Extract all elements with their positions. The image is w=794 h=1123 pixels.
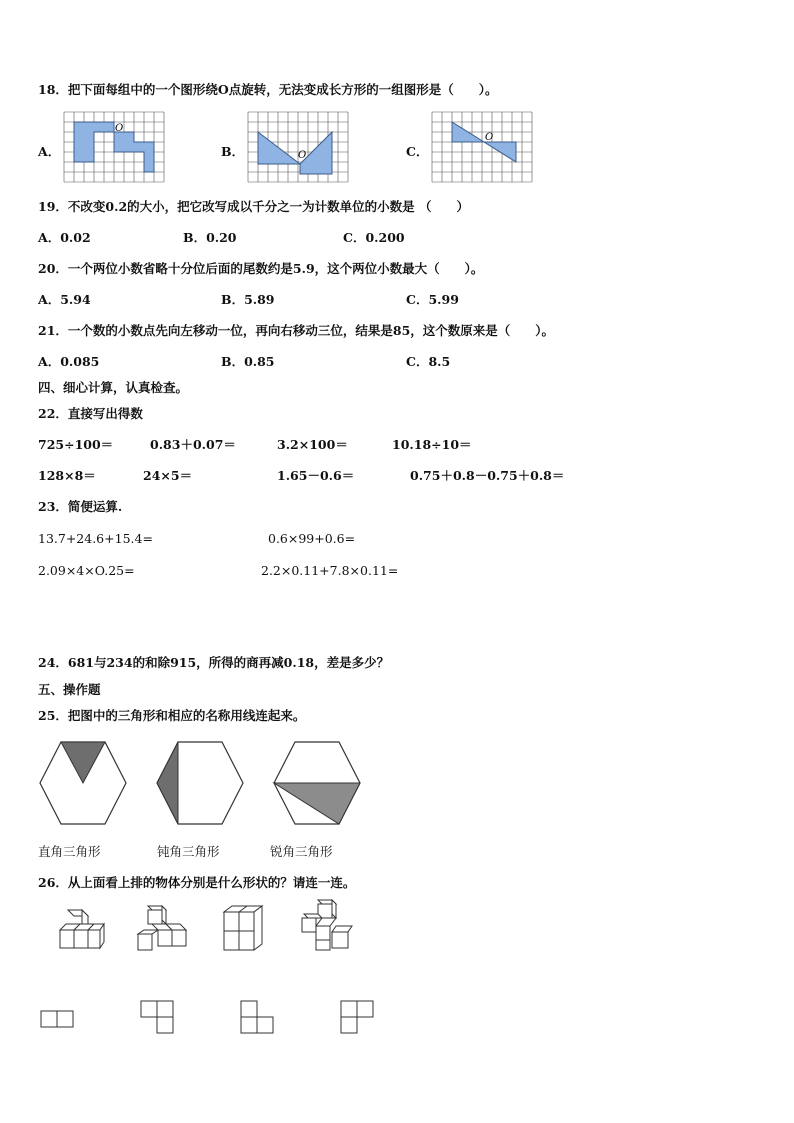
q18-option-b-label[interactable]: B． <box>221 144 245 159</box>
q25-name-3[interactable]: 锐角三角形 <box>270 844 333 859</box>
q20-option-b[interactable]: B．5.89 <box>221 292 275 307</box>
q25-name-1[interactable]: 直角三角形 <box>38 844 101 859</box>
q18-figure-b <box>248 112 352 184</box>
q22-item-7: 1.65－0.6＝ <box>277 468 355 483</box>
section-4-heading: 四、细心计算，认真检查。 <box>38 380 189 395</box>
q21-option-a[interactable]: A．0.085 <box>38 354 100 369</box>
q19-option-b[interactable]: B．0.20 <box>183 230 237 245</box>
q18-figure-c-grid <box>432 112 532 182</box>
q23-item-2: 0.6×99+0.6= <box>268 531 356 546</box>
q25-stem: 25．把图中的三角形和相应的名称用线连起来。 <box>38 708 306 723</box>
q19-stem: 19．不改变0.2的大小，把它改写成以千分之一为计数单位的小数是 （ ） <box>38 199 469 214</box>
q25-hexagon-2 <box>155 740 245 826</box>
q26-object-3[interactable] <box>218 904 268 954</box>
q24-stem: 24．681与234的和除915，所得的商再减0.18，差是多少？ <box>38 655 390 670</box>
q22-item-6: 24×5＝ <box>143 468 193 483</box>
q22-item-3: 3.2×100＝ <box>277 437 348 452</box>
q26-stem: 26．从上面看上排的物体分别是什么形状的？请连一连。 <box>38 875 356 890</box>
q23-stem: 23．简便运算. <box>38 499 123 514</box>
section-5-heading: 五、操作题 <box>38 682 101 697</box>
q26-top-view-2[interactable] <box>140 1000 180 1040</box>
q18-figure-b-left-triangle <box>258 132 300 164</box>
q26-object-1[interactable] <box>56 908 106 954</box>
q18-option-a-label[interactable]: A． <box>38 144 61 159</box>
q22-item-8: 0.75＋0.8－0.75＋0.8＝ <box>410 468 565 483</box>
q23-item-4: 2.2×0.11+7.8×0.11= <box>261 563 399 578</box>
q22-item-2: 0.83＋0.07＝ <box>150 437 236 452</box>
q19-option-c[interactable]: C．0.200 <box>343 230 405 245</box>
q26-top-view-3[interactable] <box>240 1000 280 1040</box>
q20-option-c[interactable]: C．5.99 <box>406 292 459 307</box>
q23-item-1: 13.7+24.6+15.4= <box>38 531 153 546</box>
q22-item-5: 128×8＝ <box>38 468 96 483</box>
q18-figure-a-point-label: O <box>115 123 124 134</box>
q18-option-c-label[interactable]: C． <box>406 144 429 159</box>
q20-stem: 20．一个两位小数省略十分位后面的尾数约是5.9，这个两位小数最大（ ）。 <box>38 261 484 276</box>
q25-hexagon-2-triangle <box>157 742 178 824</box>
q25-name-2[interactable]: 钝角三角形 <box>157 844 220 859</box>
q19-option-a[interactable]: A．0.02 <box>38 230 91 245</box>
q26-top-view-1[interactable] <box>40 1010 80 1030</box>
q21-option-c[interactable]: C．8.5 <box>406 354 451 369</box>
q18-stem: 18．把下面每组中的一个图形绕O点旋转，无法变成长方形的一组图形是（ ）。 <box>38 82 498 97</box>
q22-stem: 22．直接写出得数 <box>38 406 143 421</box>
q21-option-b[interactable]: B．0.85 <box>221 354 275 369</box>
q18-figure-c <box>432 112 536 184</box>
q18-figure-a <box>64 112 164 184</box>
q18-figure-b-point-label: O <box>298 150 307 161</box>
q25-hexagon-3 <box>272 740 362 826</box>
q23-item-3: 2.09×4×O.25= <box>38 563 135 578</box>
q26-object-4[interactable] <box>298 898 354 954</box>
q18-figure-c-point-label: O <box>485 132 494 143</box>
q21-stem: 21．一个数的小数点先向左移动一位，再向右移动三位，结果是85，这个数原来是（ ）。 <box>38 323 555 338</box>
q25-hexagon-1 <box>38 740 128 826</box>
q26-top-view-4[interactable] <box>340 1000 380 1040</box>
q22-item-1: 725÷100＝ <box>38 437 114 452</box>
q20-option-a[interactable]: A．5.94 <box>38 292 91 307</box>
q22-item-4: 10.18÷10＝ <box>392 437 472 452</box>
q26-object-2[interactable] <box>134 904 190 954</box>
